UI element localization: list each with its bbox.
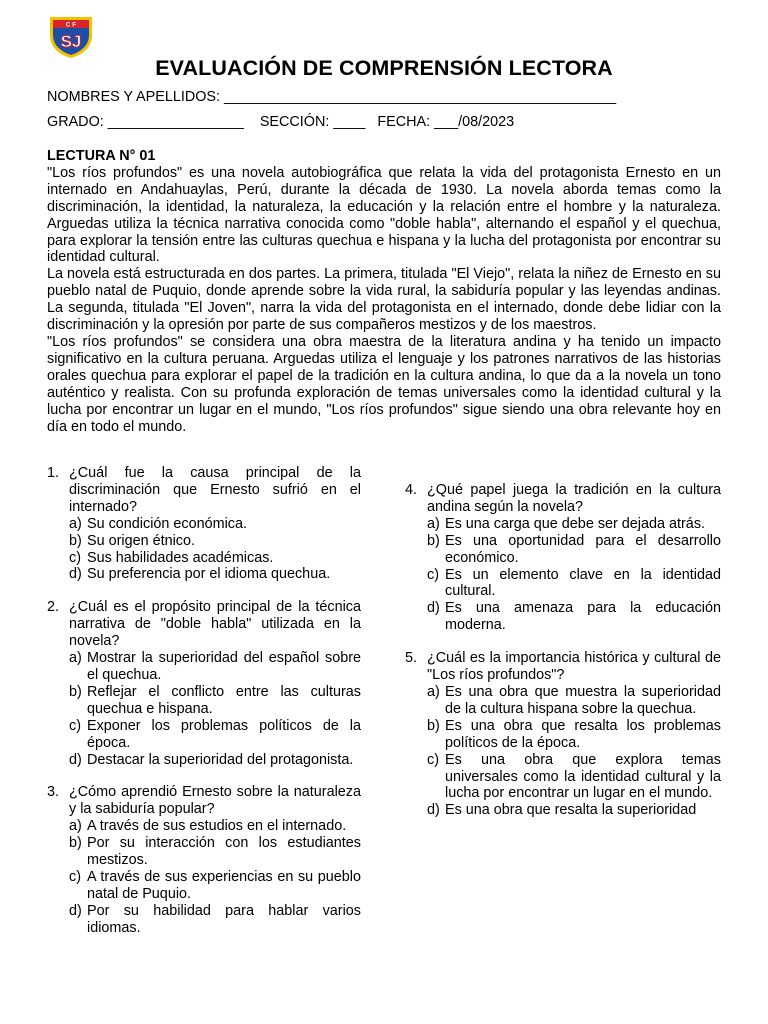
answer-option: d) Es una amenaza para la educación moderna. [427,600,721,634]
question-number: 4. [405,482,418,498]
logo-top-letters: C F [65,21,77,29]
answer-option: b) Es una oportunidad para el desarrollo económico. [427,532,721,566]
answer-option: c) Es una obra que explora temas universales como la identidad cultural y la lucha por encontrar un lugar en el mundo. [427,751,721,802]
question-number: 5. [405,650,418,667]
question-2 [47,599,361,768]
answer-option: d) Su preferencia por el idioma quechua. [69,566,331,583]
question-text: ¿Cuál es el propósito principal de la técnica narrativa de "doble habla" utilizada en la novela? [69,599,361,650]
logo-initials: SJ [60,32,82,51]
question-4 [405,482,721,634]
answer-option: d) Es una obra que resalta la superioridad [427,802,697,819]
answer-option: c) Sus habilidades académicas. [69,549,274,566]
question-5 [405,650,721,819]
question-text: ¿Cuál es la importancia histórica y cultural de "Los ríos profundos"? [427,650,721,684]
question-number: 3. [47,784,60,801]
question-3 [47,784,361,936]
answer-option: a) A través de sus estudios en el internado. [69,818,347,835]
answer-option: a) Es una obra que muestra la superioridad de la cultura hispana sobre la quechua. [427,683,721,717]
questions-right-column [405,482,721,835]
question-text: ¿Qué papel juega la tradición en la cultura andina según la novela? [427,482,721,515]
answer-option: d) Por su habilidad para hablar varios idiomas. [69,902,361,936]
answer-option: d) Destacar la superioridad del protagonista. [69,751,354,768]
name-field-line: NOMBRES Y APELLIDOS: _________________________________________________ [47,89,617,105]
question-1 [47,465,361,583]
reading-paragraph: "Los ríos profundos" es una novela autobiográfica que relata la vida del protagonista Ernesto en un internado en Andahuaylas, Perú, durante la década de 1930. La novela aborda temas como la discriminación, la identidad, la naturaleza, la educación y la relación entre el hombre y la naturaleza. Arguedas utiliza la técnica narrativa conocida como "doble habla", alternando el español y el quechua, para explorar la tensión entre las culturas quechua e hispana y la lucha del protagonista por encontrar su identidad cultural. [47,164,721,266]
reading-section [47,148,721,435]
answer-option: b) Su origen étnico. [69,532,196,549]
answer-option: b) Es una obra que resalta los problemas políticos de la época. [427,717,721,751]
reading-title: LECTURA N° 01 [47,148,156,164]
question-text: ¿Cómo aprendió Ernesto sobre la naturaleza y la sabiduría popular? [69,784,361,818]
answer-option: a) Mostrar la superioridad del español sobre el quechua. [69,650,361,683]
grade-section-date-line: GRADO: _________________ SECCIÓN: ____ FECHA: ___/08/2023 [47,114,515,130]
school-logo [48,13,94,59]
page-title: EVALUACIÓN DE COMPRENSIÓN LECTORA [155,56,613,80]
answer-option: b) Por su interacción con los estudiantes mestizos. [69,835,361,869]
questions-left-column [47,465,361,953]
answer-option: b) Reflejar el conflicto entre las culturas quechua e hispana. [69,683,361,717]
answer-option: c) A través de sus experiencias en su pueblo natal de Puquio. [69,868,361,902]
answer-option: c) Es un elemento clave en la identidad cultural. [427,566,721,600]
question-number: 2. [47,599,60,616]
answer-option: a) Su condición económica. [69,515,247,532]
question-text: ¿Cuál fue la causa principal de la discriminación que Ernesto sufrió en el internado? [69,465,361,515]
answer-option: a) Es una carga que debe ser dejada atrás. [427,515,706,532]
reading-paragraph: "Los ríos profundos" se considera una obra maestra de la literatura andina y ha tenido un impacto significativo en la cultura peruana. Arguedas utiliza el lenguaje y los patrones narrativos de las historias orales quechua para explorar el papel de la tradición en la cultura andina, lo que da a la novela un tono auténtico y realista. Con su profunda exploración de temas universales como la identidad cultural y la lucha por encontrar un lugar en el mundo, "Los ríos profundos" sigue siendo una obra relevante hoy en día en todo el mundo. [47,333,721,435]
question-number: 1. [47,465,60,481]
answer-option: c) Exponer los problemas políticos de la época. [69,717,361,751]
reading-paragraph: La novela está estructurada en dos partes. La primera, titulada "El Viejo", relata la niñez de Ernesto en su pueblo natal de Puquio, donde aprende sobre la vida rural, la sabiduría popular y las leyendas andinas. La segunda, titulada "El Joven", narra la vida del protagonista en el internado, donde debe lidiar con la discriminación y la opresión por parte de sus compañeros mestizos y de los maestros. [47,266,721,334]
